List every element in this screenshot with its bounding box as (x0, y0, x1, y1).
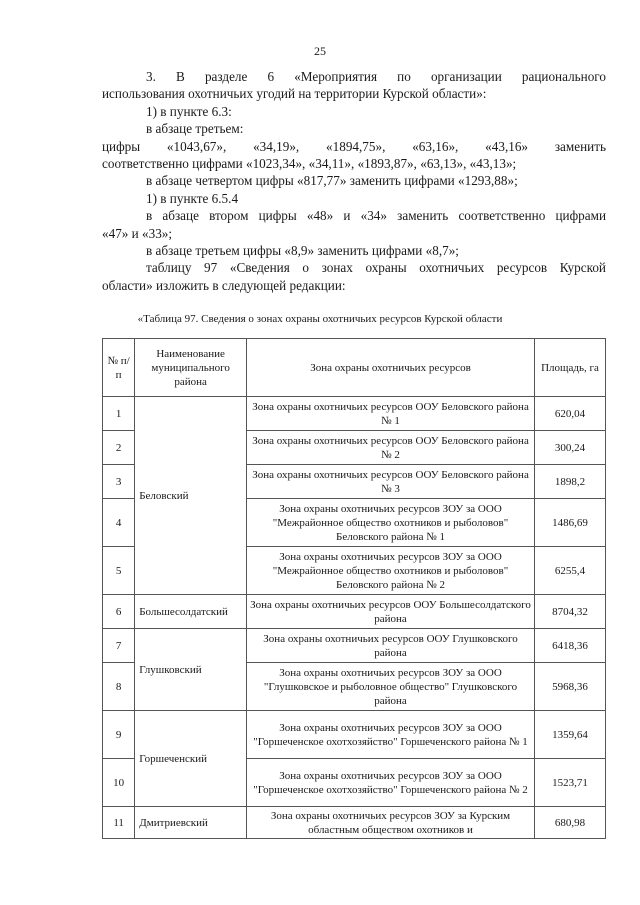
row-num: 8 (103, 663, 135, 711)
paragraph-line: в абзаце третьем: (146, 121, 244, 137)
zone-cell: Зона охраны охотничьих ресурсов ЗОУ за ООО "Горшеченское охотхозяйство" Горшеченского района № 1 (247, 711, 535, 759)
zones-table (102, 338, 606, 839)
zone-cell: Зона охраны охотничьих ресурсов ЗОУ за ООО "Межрайонное общество охотников и рыболовов" Беловского района № 2 (247, 547, 535, 595)
paragraph-line: в абзаце четвертом цифры «817,77» заменить цифрами «1293,88»; (146, 173, 518, 189)
area-cell: 1898,2 (535, 465, 606, 499)
paragraph-line: таблицу 97 «Сведения о зонах охраны охотничьих ресурсов Курской (146, 260, 606, 276)
zone-cell: Зона охраны охотничьих ресурсов ООУ Глушковского района (247, 629, 535, 663)
row-num: 9 (103, 711, 135, 759)
paragraph-line: 1) в пункте 6.3: (146, 103, 232, 119)
paragraph-line: области» изложить в следующей редакции: (102, 277, 346, 293)
paragraph-line: использования охотничьих угодий на территории Курской области»: (102, 86, 487, 102)
header-zone: Зона охраны охотничьих ресурсов (247, 339, 535, 397)
paragraph-line: 3. В разделе 6 «Мероприятия по организации рационального (146, 69, 606, 84)
paragraph-line: «47» и «33»; (102, 225, 173, 241)
zone-cell: Зона охраны охотничьих ресурсов ООУ Беловского района № 3 (247, 465, 535, 499)
area-cell: 680,98 (535, 807, 606, 839)
district-cell: Большесолдатский (135, 595, 247, 629)
zone-cell: Зона охраны охотничьих ресурсов ЗОУ за ООО "Глушковское и рыболовное общество" Глушковского района (247, 663, 535, 711)
paragraph-line: соответственно цифрами «1023,34», «34,11», «1893,87», «63,13», «43,13»; (102, 156, 517, 172)
district-cell: Беловский (135, 397, 247, 595)
header-area: Площадь, га (535, 339, 606, 397)
area-cell: 8704,32 (535, 595, 606, 629)
row-num: 1 (103, 397, 135, 431)
zone-cell: Зона охраны охотничьих ресурсов ООУ Беловского района № 2 (247, 431, 535, 465)
row-num: 2 (103, 431, 135, 465)
area-cell: 1359,64 (535, 711, 606, 759)
header-district: Наименование муниципального района (135, 339, 247, 397)
area-cell: 620,04 (535, 397, 606, 431)
paragraph-line: в абзаце втором цифры «48» и «34» заменить соответственно цифрами (146, 208, 606, 224)
zone-cell: Зона охраны охотничьих ресурсов ЗОУ за ООО "Межрайонное общество охотников и рыболовов" Беловского района № 1 (247, 499, 535, 547)
paragraph-line: в абзаце третьем цифры «8,9» заменить цифрами «8,7»; (146, 243, 459, 259)
table-row (103, 711, 606, 759)
district-cell: Горшеченский (135, 711, 247, 807)
page-number: 25 (314, 44, 326, 58)
row-num: 11 (103, 807, 135, 839)
body-text (102, 68, 606, 294)
row-num: 6 (103, 595, 135, 629)
row-num: 4 (103, 499, 135, 547)
district-cell: Глушковский (135, 629, 247, 711)
table-row (103, 807, 606, 839)
zone-cell: Зона охраны охотничьих ресурсов ООУ Беловского района № 1 (247, 397, 535, 431)
area-cell: 6255,4 (535, 547, 606, 595)
table-caption: «Таблица 97. Сведения о зонах охраны охотничьих ресурсов Курской области (137, 313, 503, 325)
header-num: № п/п (103, 339, 135, 397)
area-cell: 1523,71 (535, 759, 606, 807)
district-cell: Дмитриевский (135, 807, 247, 839)
table-row (103, 397, 606, 431)
paragraph-line: цифры «1043,67», «34,19», «1894,75», «63,16», «43,16» заменить (102, 138, 606, 154)
row-num: 10 (103, 759, 135, 807)
area-cell: 5968,36 (535, 663, 606, 711)
row-num: 7 (103, 629, 135, 663)
table-row (103, 629, 606, 663)
paragraph-line: 1) в пункте 6.5.4 (146, 190, 239, 206)
area-cell: 1486,69 (535, 499, 606, 547)
area-cell: 300,24 (535, 431, 606, 465)
table-header-row (103, 339, 606, 397)
zone-cell: Зона охраны охотничьих ресурсов ЗОУ за ООО "Горшеченское охотхозяйство" Горшеченского района № 2 (247, 759, 535, 807)
area-cell: 6418,36 (535, 629, 606, 663)
row-num: 3 (103, 465, 135, 499)
table-row (103, 595, 606, 629)
zone-cell: Зона охраны охотничьих ресурсов ЗОУ за Курским областным обществом охотников и (247, 807, 535, 839)
row-num: 5 (103, 547, 135, 595)
zone-cell: Зона охраны охотничьих ресурсов ООУ Большесолдатского района (247, 595, 535, 629)
